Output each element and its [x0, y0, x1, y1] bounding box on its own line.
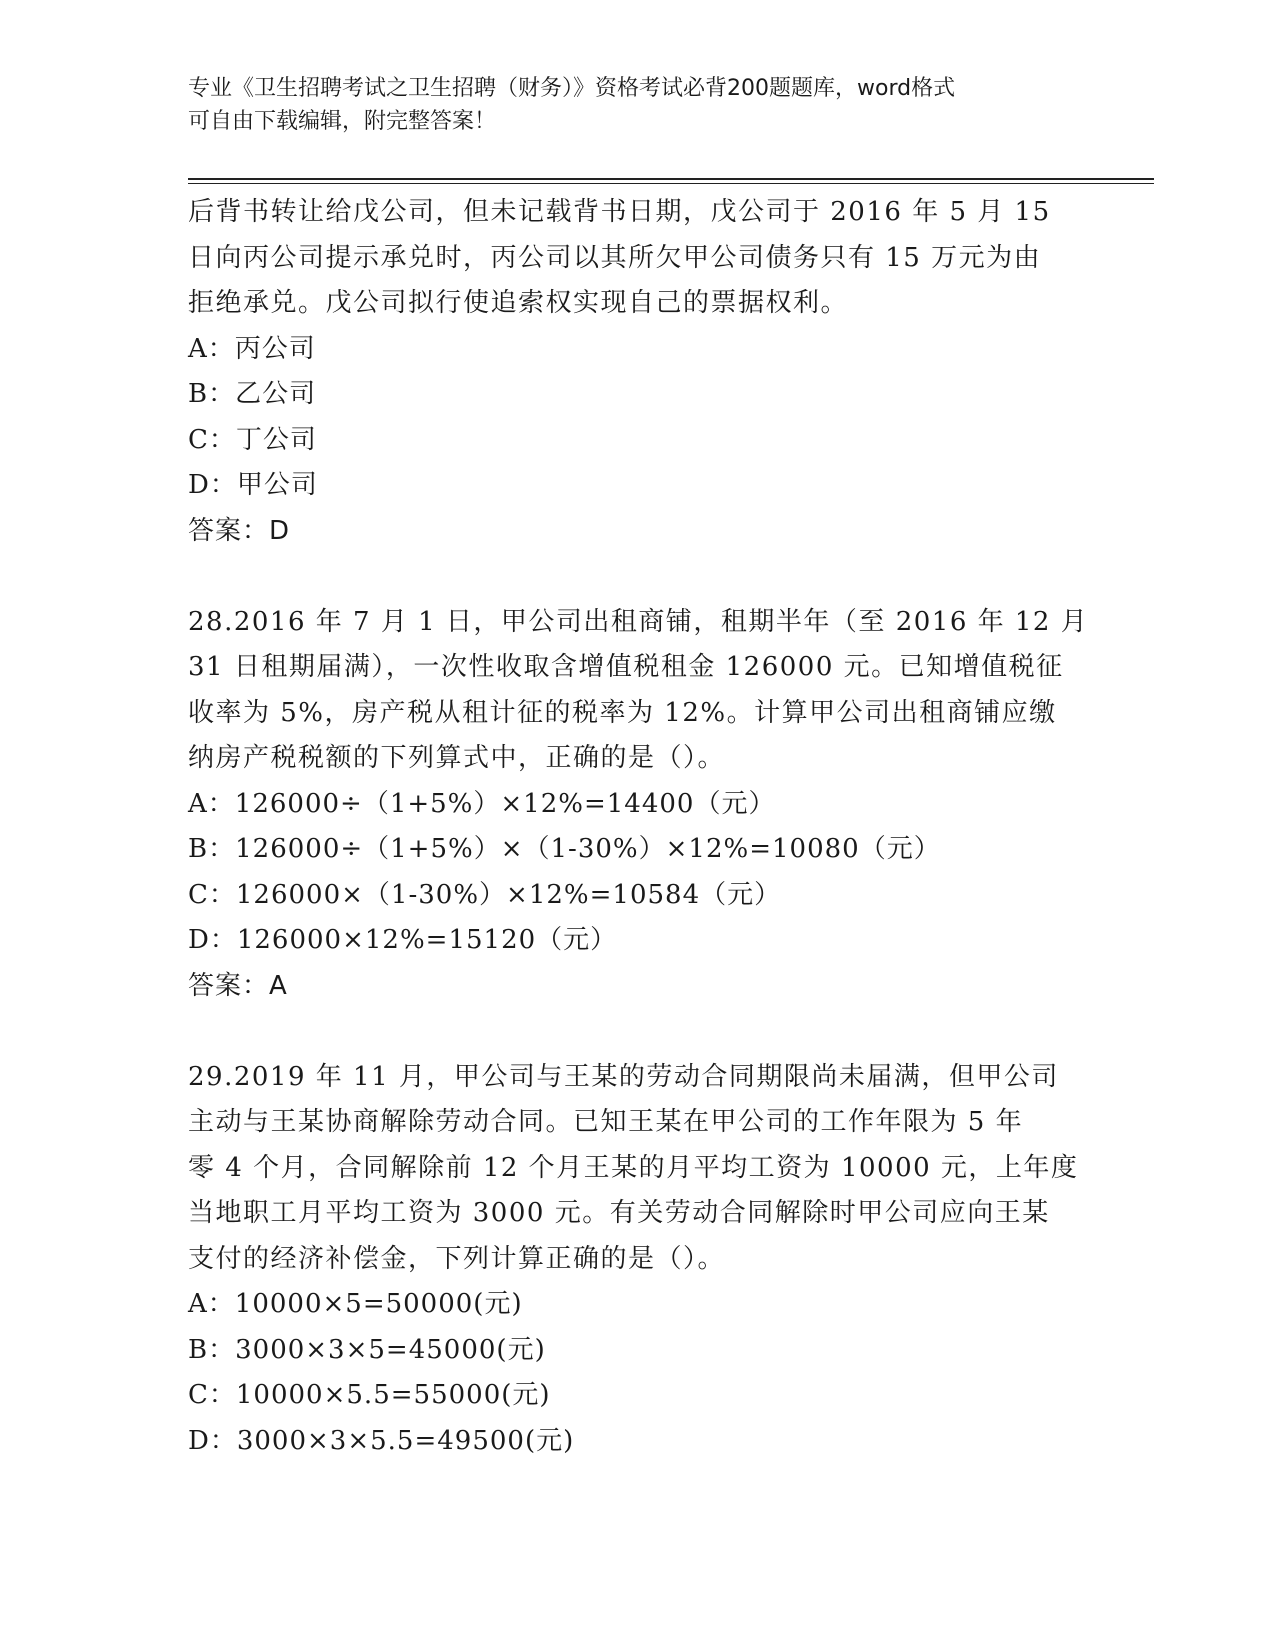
question-28: [188, 600, 1088, 1010]
option-b: B：乙公司: [188, 379, 317, 409]
question-stem-line: 零 4 个月，合同解除前 12 个月王某的月平均工资为 10000 元，上年度: [188, 1152, 1079, 1183]
answer-line: 答案：A: [188, 970, 288, 1001]
option-d: D：126000×12%=15120（元）: [188, 925, 618, 955]
answer-line: 答案：D: [188, 515, 291, 546]
option-c: C：丁公司: [188, 424, 317, 455]
option-b: B：126000÷（1+5%）×（1-30%）×12%=10080（元）: [188, 834, 941, 864]
option-d: D：甲公司: [188, 470, 318, 500]
option-b: B：3000×3×5=45000(元): [188, 1334, 546, 1365]
question-stem-line: 拒绝承兑。戊公司拟行使追索权实现自己的票据权利。: [188, 288, 849, 318]
question-27: [188, 190, 1088, 554]
page-header: [188, 72, 1088, 138]
question-content: [188, 190, 1088, 1464]
option-a: A：10000×5=50000(元): [188, 1289, 523, 1319]
option-a: A：126000÷（1+5%）×12%=14400（元）: [188, 788, 776, 819]
question-spacer: [188, 1009, 1088, 1055]
question-stem-line: 日向丙公司提示承兑时，丙公司以其所欠甲公司债务只有 15 万元为由: [188, 242, 1042, 273]
question-stem-line: 后背书转让给戊公司，但未记载背书日期，戊公司于 2016 年 5 月 15: [188, 197, 1051, 227]
question-stem-line: 28.2016 年 7 月 1 日，甲公司出租商铺，租期半年（至 2016 年 12 月: [188, 606, 1089, 637]
question-stem-line: 纳房产税税额的下列算式中，正确的是（）。: [188, 743, 726, 773]
header-divider-thick: [188, 178, 1154, 180]
question-stem-line: 当地职工月平均工资为 3000 元。有关劳动合同解除时甲公司应向王某: [188, 1198, 1050, 1228]
question-stem-line: 支付的经济补偿金，下列计算正确的是（）。: [188, 1243, 726, 1274]
option-d: D：3000×3×5.5=49500(元): [188, 1425, 575, 1456]
option-c: C：10000×5.5=55000(元): [188, 1380, 551, 1410]
header-divider-thin: [188, 183, 1154, 184]
question-spacer: [188, 554, 1088, 600]
option-c: C：126000×（1-30%）×12%=10584（元）: [188, 879, 782, 910]
header-title-line-1: 专业《卫生招聘考试之卫生招聘（财务）》资格考试必背200题题库，word格式: [188, 76, 956, 101]
question-29: [188, 1055, 1088, 1465]
question-stem-line: 29.2019 年 11 月，甲公司与王某的劳动合同期限尚未届满，但甲公司: [188, 1061, 1059, 1092]
question-stem-line: 收率为 5%，房产税从租计征的税率为 12%。计算甲公司出租商铺应缴: [188, 697, 1057, 728]
question-stem-line: 31 日租期届满），一次性收取含增值税租金 126000 元。已知增值税征: [188, 652, 1064, 682]
option-a: A：丙公司: [188, 333, 316, 364]
question-stem-line: 主动与王某协商解除劳动合同。已知王某在甲公司的工作年限为 5 年: [188, 1107, 1024, 1137]
header-title-line-2: 可自由下载编辑，附完整答案！: [188, 109, 497, 134]
